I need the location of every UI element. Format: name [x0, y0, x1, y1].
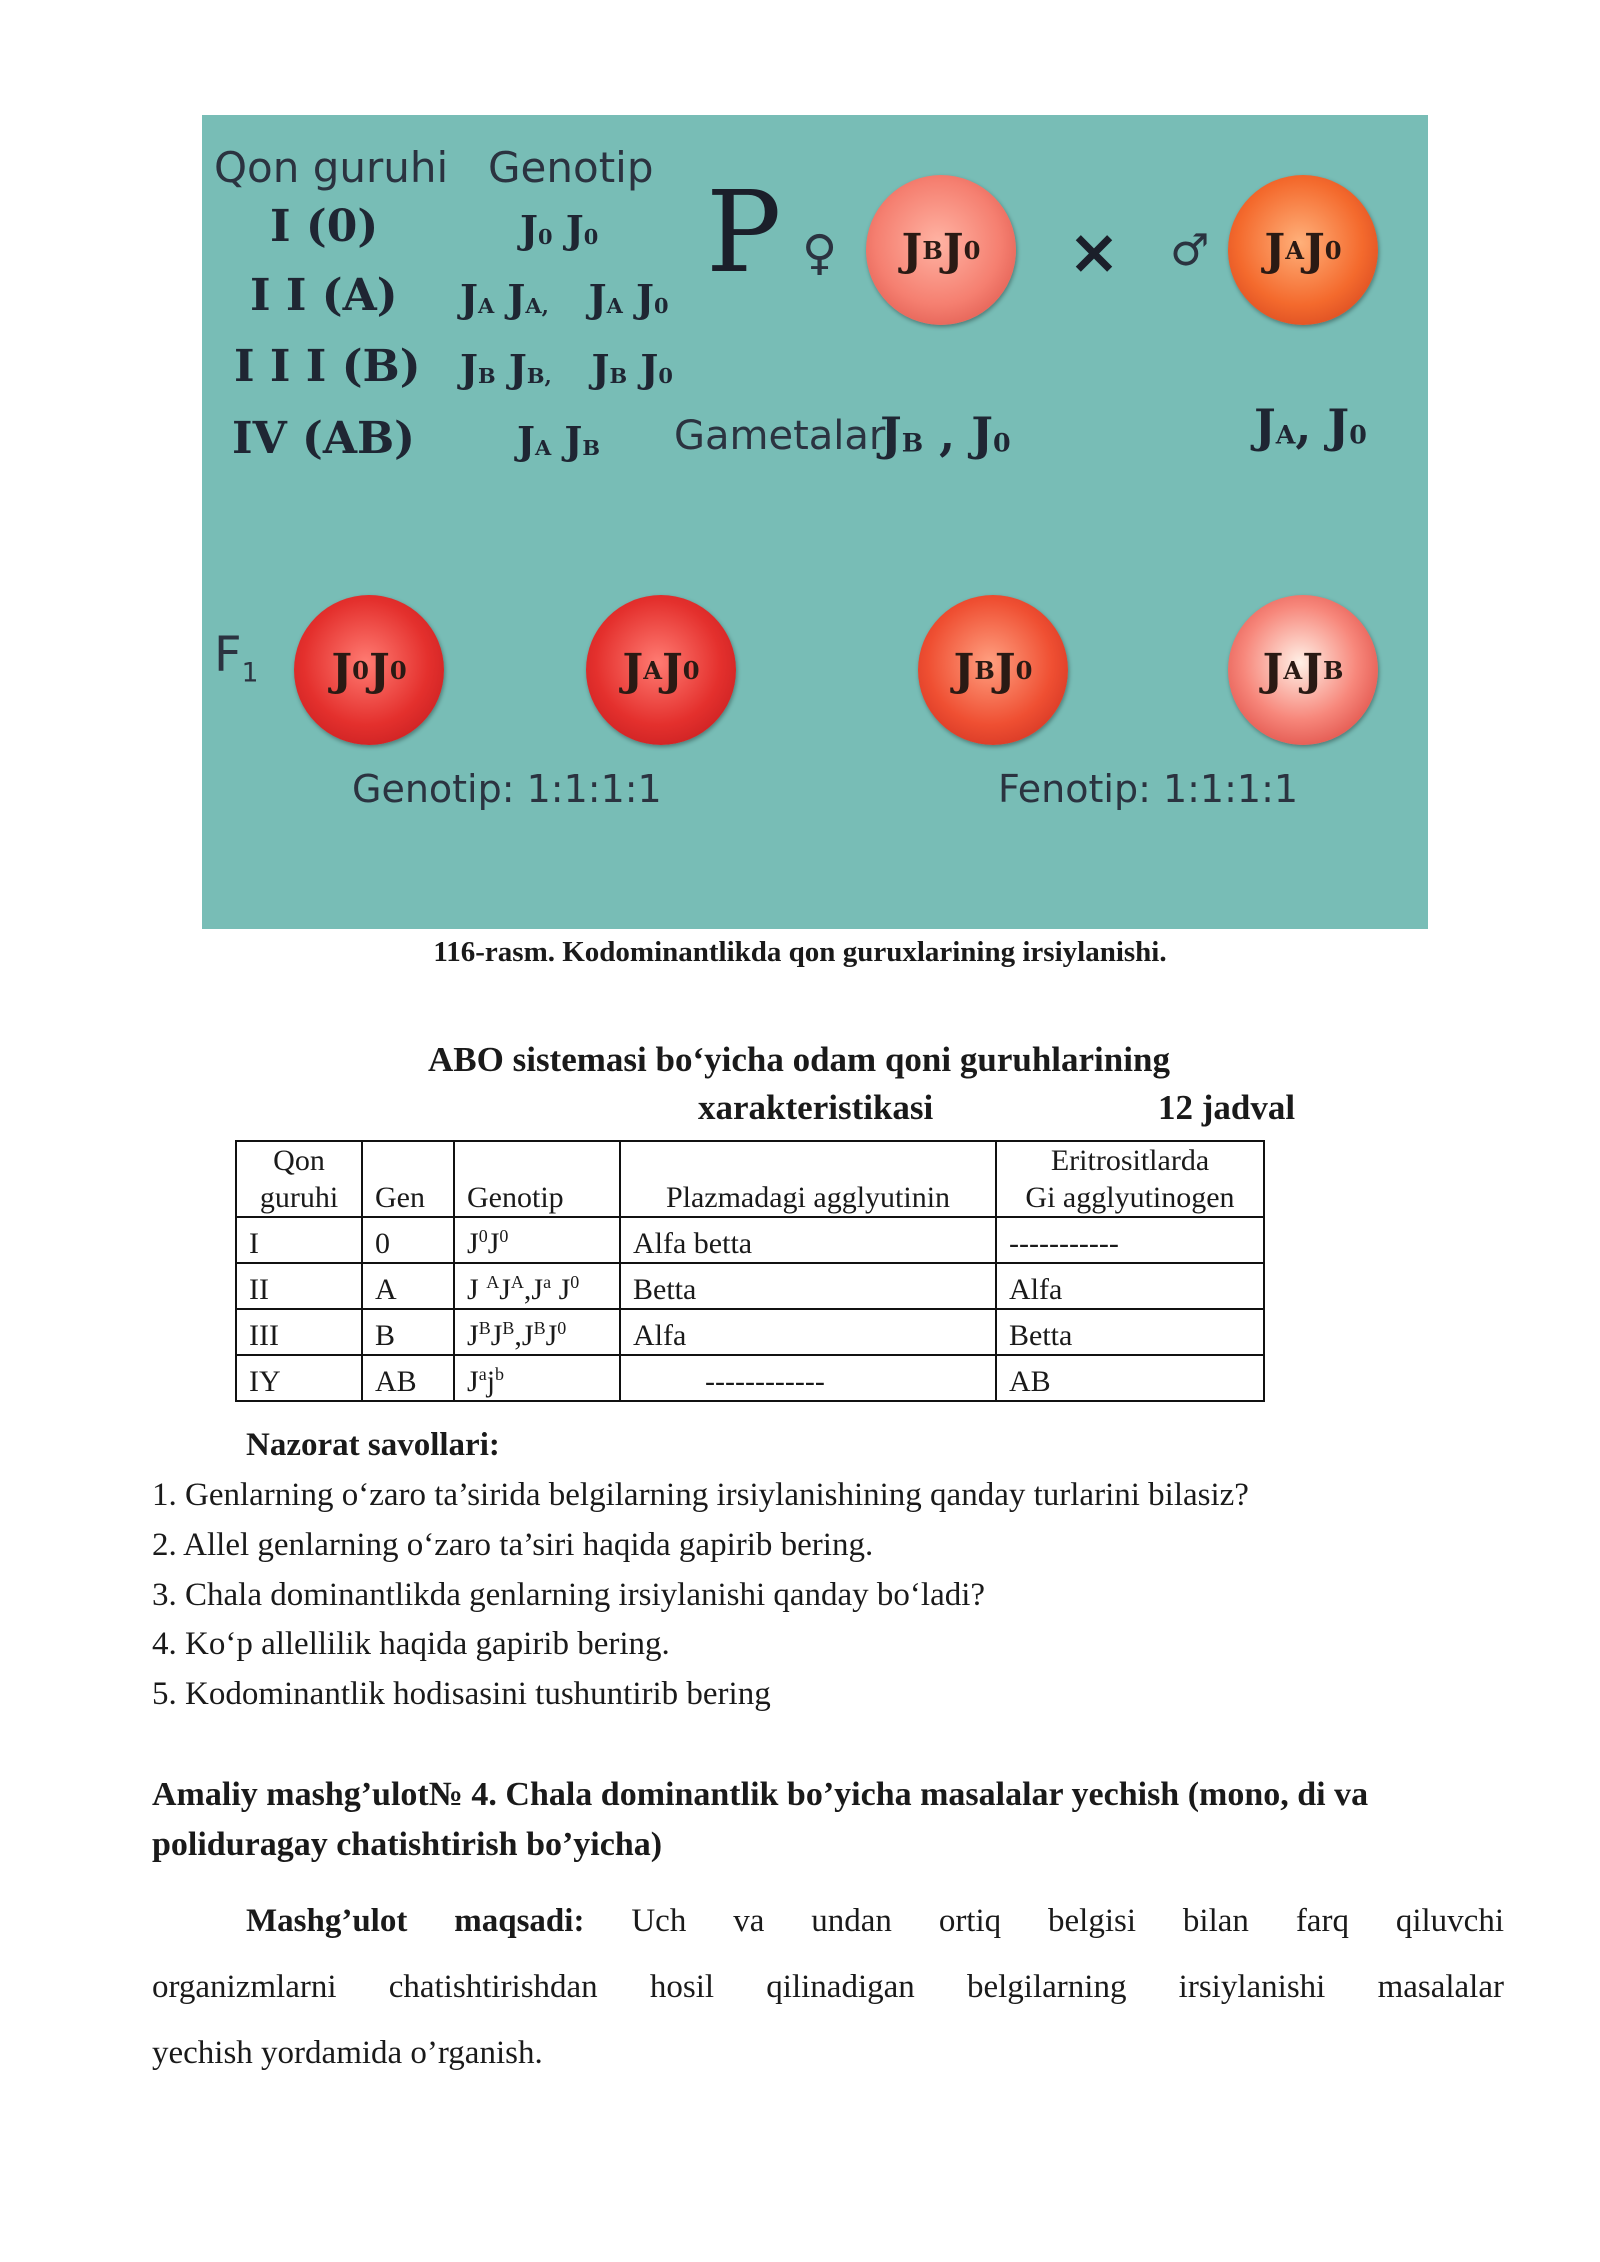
- table-cell: Alfa: [996, 1263, 1264, 1309]
- table-cell: B: [362, 1309, 454, 1355]
- table-row: [236, 1355, 1264, 1401]
- aim-paragraph-line2: organizmlarni chatishtirishdan hosil qilinadigan belgilarning irsiylanishi masalalar: [152, 1969, 1504, 2005]
- figure-phenotype-ratio: Fenotip: 1:1:1:1: [998, 767, 1299, 811]
- table-title-line1: ABO sistemasi bo‘yicha odam qoni guruhlarining: [428, 1040, 1170, 1079]
- female-icon: ♀: [802, 225, 838, 281]
- parent-female-circle: J B J 0: [866, 175, 1016, 325]
- table-cell: 0: [362, 1217, 454, 1263]
- table-header-cell: Qon guruhi: [236, 1141, 362, 1217]
- section-heading-line1: Amaliy mashg’ulot№ 4. Chala dominantlik bo’yicha masalalar yechish (mono, di va: [152, 1776, 1369, 1813]
- figure-gametes-label: Gametalar: [674, 413, 886, 459]
- cross-icon: ×: [1068, 215, 1120, 288]
- table-cell: III: [236, 1309, 362, 1355]
- table-cell: J $^AJ^A,J^a$ $J^0$: [454, 1263, 620, 1309]
- table-cell: -----------: [996, 1217, 1264, 1263]
- table-header-cell: Gen: [362, 1141, 454, 1217]
- genetics-figure: [202, 115, 1428, 929]
- table-row: [236, 1217, 1264, 1263]
- figure-group-4: IV (AB): [232, 413, 416, 464]
- question-2: 2. Allel genlarning o‘zaro ta’siri haqida gapirib bering.: [152, 1527, 874, 1563]
- table-header-cell: Genotip: [454, 1141, 620, 1217]
- figure-col-genotype: Genotip: [488, 143, 654, 192]
- parent-male-circle: J A J 0: [1228, 175, 1378, 325]
- figure-col-blood-group: Qon guruhi: [214, 143, 449, 192]
- figure-gametes-male: $J_A$, $J_0$: [1254, 399, 1367, 453]
- figure-caption: 116-rasm. Kodominantlikda qon guruxlarining irsiylanishi.: [433, 936, 1167, 968]
- table-cell: Betta: [620, 1263, 996, 1309]
- figure-genotype-1: $J_0$ $J_0$: [520, 207, 599, 252]
- aim-paragraph-line3: yechish yordamida o’rganish.: [152, 2035, 543, 2071]
- question-5: 5. Kodominantlik hodisasini tushuntirib bering: [152, 1676, 771, 1712]
- figure-f1-label: $F_1$: [214, 627, 259, 689]
- offspring-circle-2: J A J 0: [586, 595, 736, 745]
- table-cell: Alfa betta: [620, 1217, 996, 1263]
- figure-genotype-4: $J_A$ $J_B$: [517, 418, 601, 463]
- figure-p-label: P: [706, 168, 782, 298]
- table-header-cell: Plazmadagi agglyutinin: [620, 1141, 996, 1217]
- table-cell: II: [236, 1263, 362, 1309]
- table-header-row: [236, 1141, 1264, 1217]
- figure-group-2: I I (A): [250, 270, 398, 321]
- table-cell: Alfa: [620, 1309, 996, 1355]
- table-title-line2: xarakteristikasi: [698, 1088, 934, 1127]
- aim-paragraph-line1: [246, 1896, 1504, 1946]
- table-row: [236, 1309, 1264, 1355]
- question-4: 4. Ko‘p allellilik haqida gapirib bering.: [152, 1626, 670, 1662]
- table-cell: I: [236, 1217, 362, 1263]
- table-cell: Betta: [996, 1309, 1264, 1355]
- aim-text-1: Uch va undan ortiq belgisi bilan farq qiluvchi: [631, 1903, 1504, 1939]
- section-heading-line2: poliduragay chatishtirish bo’yicha): [152, 1826, 663, 1863]
- questions-heading: Nazorat savollari:: [246, 1427, 500, 1463]
- figure-genotype-3: $J_B$ $J_{B,}$ $J_B$ $J_0$: [460, 346, 673, 391]
- male-icon: ♂: [1170, 225, 1210, 276]
- table-cell: ------------: [620, 1355, 996, 1401]
- offspring-circle-4: J A J B: [1228, 595, 1378, 745]
- table-cell: AB: [996, 1355, 1264, 1401]
- table-header-cell: Eritrositlarda Gi agglyutinogen: [996, 1141, 1264, 1217]
- table-number: 12 jadval: [1158, 1088, 1296, 1127]
- figure-group-3: I I I (B): [234, 341, 421, 392]
- table-cell: A: [362, 1263, 454, 1309]
- aim-label: Mashg’ulot maqsadi:: [246, 1903, 585, 1939]
- table-cell: IY: [236, 1355, 362, 1401]
- table-row: [236, 1263, 1264, 1309]
- figure-group-1: I (0): [270, 201, 379, 252]
- figure-genotype-2: $J_A$ $J_{A,}$ $J_A$ $J_0$: [460, 276, 669, 321]
- table-cell: $J^0J^0$: [454, 1217, 620, 1263]
- table-cell: AB: [362, 1355, 454, 1401]
- table-cell: $J^aj^b$: [454, 1355, 620, 1401]
- table-cell: $J^BJ^B,J^BJ^0$: [454, 1309, 620, 1355]
- offspring-circle-3: J B J 0: [918, 595, 1068, 745]
- figure-genotype-ratio: Genotip: 1:1:1:1: [352, 767, 662, 811]
- abo-table: [235, 1140, 1265, 1402]
- figure-gametes-female: $J_B$ , $J_0$: [880, 407, 1011, 461]
- question-3: 3. Chala dominantlikda genlarning irsiylanishi qanday bo‘ladi?: [152, 1577, 986, 1613]
- offspring-circle-1: J 0 J 0: [294, 595, 444, 745]
- question-1: 1. Genlarning o‘zaro ta’sirida belgilarning irsiylanishining qanday turlarini bilasiz?: [152, 1477, 1249, 1513]
